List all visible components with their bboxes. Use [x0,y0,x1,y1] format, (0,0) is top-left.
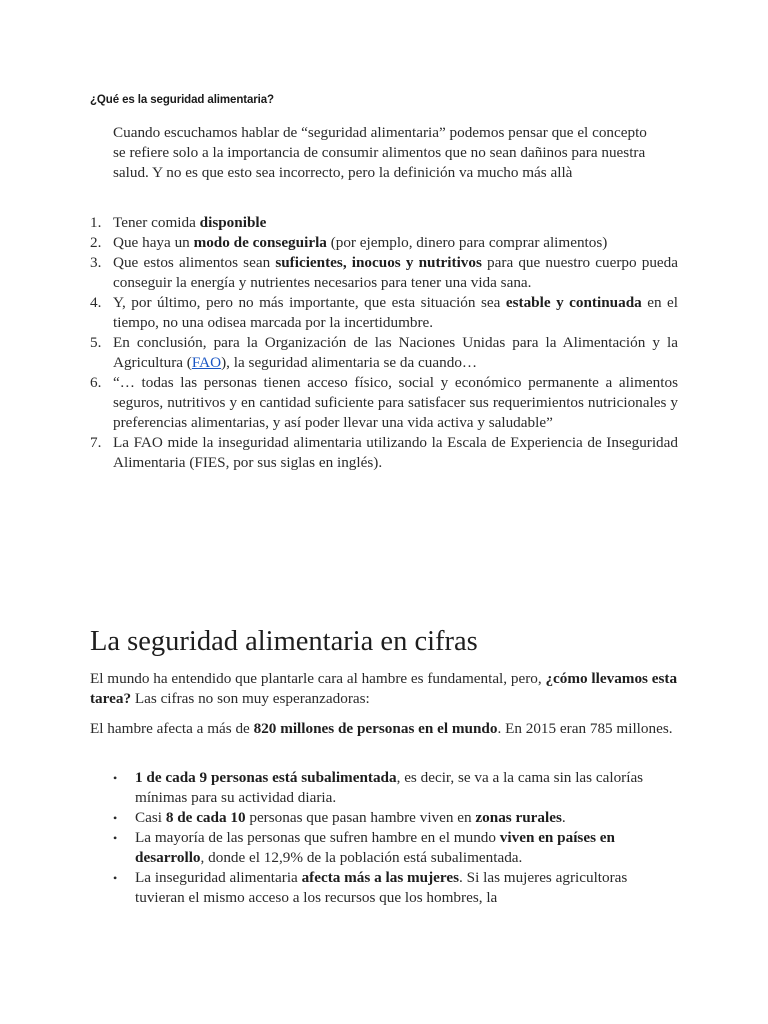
list-bold-text: disponible [199,214,267,231]
list-text: ), la seguridad alimentaria se da cuando… [221,354,478,371]
bullet-item [90,868,680,908]
list-text: Tener comida [113,214,200,231]
list-number: 2. [90,234,102,251]
list-number: 7. [90,434,102,451]
list-text: Que estos alimentos sean [113,254,276,271]
facts-list [90,768,680,908]
list-number: 5. [90,334,102,351]
bullet-bold-text: afecta más a las mujeres [301,869,460,886]
list-text: Y, por último, pero no más importante, que esta situación sea [113,294,506,311]
list-bold-text: estable y continuada [505,294,642,311]
list-item [90,293,678,333]
list-text: para que nuestro cuerpo pueda conseguir la energía y nutrientes necesarios para tener una vida sana. [113,254,679,291]
paragraph-bold-text: 820 millones de personas en el mundo [253,720,498,737]
bullet-bold-text: 1 de cada 9 personas está subalimentada [135,769,397,786]
list-text: La FAO mide la inseguridad alimentaria utilizando la Escala de Experiencia de Inseguridad Alimentaria (FIES, por sus siglas en inglés). [113,434,678,471]
bullet-item [90,808,680,828]
paragraph-text: El hambre afecta a más de [90,720,254,737]
list-number: 4. [90,294,102,311]
paragraph-bold-text: ¿cómo llevamos esta tarea? [90,670,678,707]
bullet-text: . Si las mujeres agricultoras tuvieran el mismo acceso a los recursos que los hombres, la [135,869,628,906]
bullet-text: La mayoría de las personas que sufren hambre en el mundo [135,829,500,846]
paragraph-text: El mundo ha entendido que plantarle cara al hambre es fundamental, pero, [90,670,546,687]
list-number: 1. [90,214,102,231]
definition-list [90,213,678,473]
bullet-text: La inseguridad alimentaria [135,869,302,886]
list-item [90,373,678,433]
list-item [90,213,678,233]
bullet-marker: • [113,771,118,785]
list-text: (por ejemplo, dinero para comprar alimentos) [326,234,608,251]
list-item [90,253,678,293]
bullet-item [90,768,680,808]
section-title: La seguridad alimentaria en cifras [90,626,478,657]
fao-quote: “… todas las personas tienen acceso físico, social y económico permanente a alimentos seguros, nutritivos y en cantidad suficiente para satisfacer sus requerimientos nutricionales y preferencias alimentarias, y así poder llevar una vida activa y saludable” [113,374,678,431]
list-item [90,333,678,373]
bullet-marker: • [113,811,118,825]
question-heading: ¿Qué es la seguridad alimentaria? [90,94,274,106]
list-item [90,233,678,253]
paragraph-text: . En 2015 eran 785 millones. [497,720,673,737]
body-paragraph [90,719,680,739]
bullet-item [90,828,680,868]
list-item [90,433,678,473]
bullet-bold-text: viven en países en desarrollo [135,829,615,866]
list-number: 3. [90,254,102,271]
intro-paragraph: Cuando escuchamos hablar de “seguridad alimentaria” podemos pensar que el concepto se refiere solo a la importancia de consumir alimentos que no sean dañinos para nuestra salud. Y no es que esto sea incorrecto, pero la definición va mucho más allà [113,124,647,181]
list-bold-text: suficientes, inocuos y nutritivos [275,254,482,271]
paragraph-text: Las cifras no son muy esperanzadoras: [131,690,370,707]
list-number: 6. [90,374,102,391]
fao-link[interactable]: FAO [191,354,222,371]
bullet-bold-text: 8 de cada 10 [165,809,246,826]
bullet-text: personas que pasan hambre viven en [245,809,476,826]
bullet-text: , donde el 12,9% de la población está subalimentada. [200,849,523,866]
bullet-text: . [561,809,566,826]
bullet-marker: • [113,831,118,845]
list-bold-text: modo de conseguirla [193,234,327,251]
body-paragraph [90,669,680,709]
bullet-text: , es decir, se va a la cama sin las calorías mínimas para su actividad diaria. [135,769,644,806]
list-text: En conclusión, para la Organización de las Naciones Unidas para la Alimentación y la Agricultura ( [113,334,678,371]
bullet-text: Casi [135,809,166,826]
bullet-marker: • [113,871,118,885]
list-text: en el tiempo, no una odisea marcada por la incertidumbre. [113,294,679,331]
list-text: Que haya un [113,234,194,251]
bullet-bold-text: zonas rurales [475,809,562,826]
